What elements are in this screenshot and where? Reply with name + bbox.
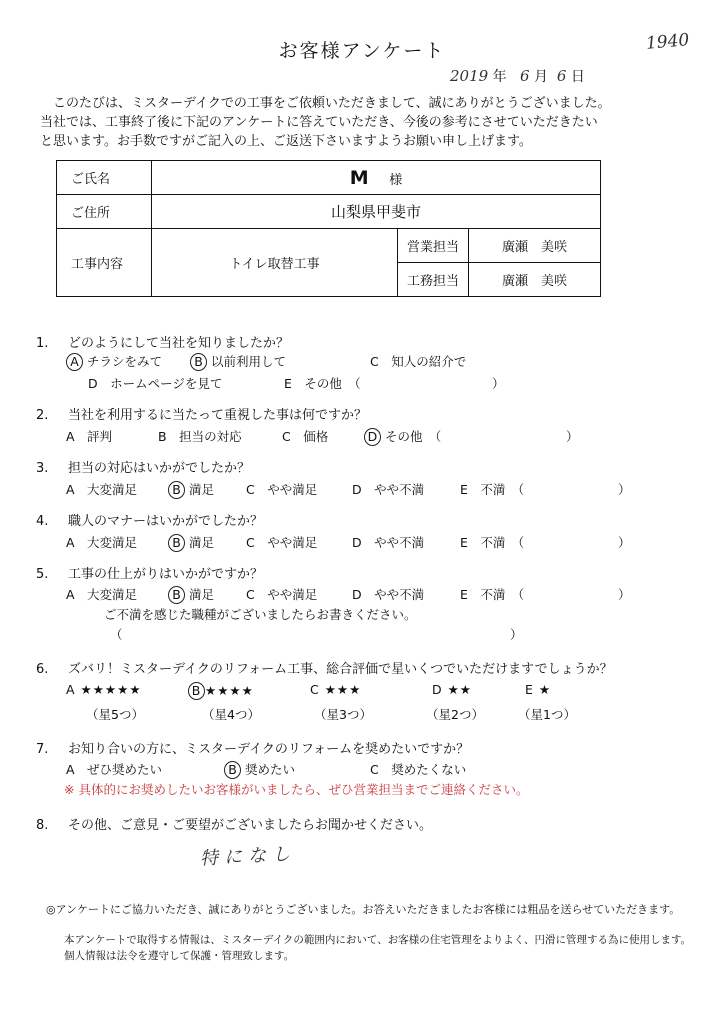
name-cell[interactable] <box>152 161 601 195</box>
question-number: 7. <box>36 742 49 757</box>
sales-value[interactable]: 廣瀬 美咲 <box>469 229 601 263</box>
q1-close-paren: ） <box>492 376 505 391</box>
name-label: ご氏名 <box>57 161 152 195</box>
q5-close-paren: ） <box>618 587 631 602</box>
circled-mark: B <box>168 534 185 552</box>
q5-open-paren: （ <box>110 627 123 642</box>
q3-option-b[interactable] <box>168 480 214 499</box>
question-5 <box>36 563 263 582</box>
option-label: 以前利用して <box>210 354 286 369</box>
q4-option-d[interactable]: D やや不満 <box>352 535 425 550</box>
q6-option-d[interactable]: D ★★ <box>432 682 473 697</box>
question-text: 当社を利用するに当たって重視した事は何ですか？ <box>68 408 368 423</box>
circled-mark: D <box>364 428 381 446</box>
q4-option-c[interactable]: C やや満足 <box>246 535 318 550</box>
question-number: 1. <box>36 336 49 351</box>
circled-mark: A <box>66 353 83 371</box>
customer-info-table <box>56 160 601 297</box>
works-label: 工務担当 <box>398 263 469 297</box>
q5-option-c[interactable]: C やや満足 <box>246 587 318 602</box>
option-label: 満足 <box>188 535 214 550</box>
q3-option-d[interactable]: D やや不満 <box>352 482 425 497</box>
question-number: 5. <box>36 567 49 582</box>
option-label: その他 （ <box>384 429 442 444</box>
name-value: M <box>349 166 369 189</box>
q3-option-a[interactable]: A 大変満足 <box>66 482 138 497</box>
date-year-label: 年 <box>492 69 507 85</box>
question-7 <box>36 738 469 757</box>
q6-sub-b: （星4つ） <box>202 707 260 722</box>
question-6 <box>36 658 613 677</box>
q2-close-paren: ） <box>566 429 579 444</box>
date-year: 2019 <box>450 67 489 85</box>
works-value[interactable]: 廣瀬 美咲 <box>469 263 601 297</box>
q1-option-e[interactable]: E その他 （ <box>284 376 361 391</box>
q2-option-a[interactable]: A 評判 <box>66 429 113 444</box>
question-number: 2. <box>36 408 49 423</box>
intro-line: このたびは、ミスターデイクでの工事をご依頼いただきまして、誠にありがとうございました。 <box>40 96 611 111</box>
q3-close-paren: ） <box>618 482 631 497</box>
date-line <box>450 66 585 86</box>
q3-option-e[interactable]: E 不満 （ <box>460 482 525 497</box>
q6-option-c[interactable]: C ★★★ <box>310 682 362 697</box>
work-value[interactable]: トイレ取替工事 <box>152 229 398 297</box>
question-number: 4. <box>36 514 49 529</box>
question-8 <box>36 814 432 833</box>
question-number: 6. <box>36 662 49 677</box>
q5-close-paren-2: ） <box>510 627 523 642</box>
work-label: 工事内容 <box>57 229 152 297</box>
q5-option-a[interactable]: A 大変満足 <box>66 587 138 602</box>
question-text: その他、ご意見・ご要望がございましたらお聞かせください。 <box>68 818 433 833</box>
q7-red-note: ※ 具体的にお奨めしたいお客様がいましたら、ぜひ営業担当までご連絡ください。 <box>64 782 529 797</box>
footer-thanks: ◎アンケートにご協力いただき、誠にありがとうございました。お答えいただきましたお客様には粗品を送らせていただきます。 <box>46 903 681 916</box>
question-text: お知り合いの方に、ミスターデイクのリフォームを奨めたいですか？ <box>68 742 470 757</box>
q6-sub-c: （星3つ） <box>314 707 372 722</box>
q1-option-b[interactable] <box>190 352 286 371</box>
q7-option-b[interactable] <box>224 760 295 779</box>
q5-option-d[interactable]: D やや不満 <box>352 587 425 602</box>
option-label: チラシをみて <box>86 354 162 369</box>
address-label: ご住所 <box>57 195 152 229</box>
date-month: 6 <box>520 67 530 85</box>
option-label: 満足 <box>188 482 214 497</box>
q6-option-e[interactable]: E ★ <box>525 682 552 697</box>
q6-option-b[interactable] <box>188 682 254 700</box>
q2-option-d[interactable] <box>364 427 441 446</box>
address-value: 山梨県甲斐市 <box>330 203 421 221</box>
intro-paragraph <box>40 94 700 151</box>
handwritten-corner-note: 1940 <box>645 30 691 54</box>
q5-option-e[interactable]: E 不満 （ <box>460 587 525 602</box>
name-suffix: 様 <box>389 172 403 188</box>
question-number: 3. <box>36 461 49 476</box>
footer-privacy-1: 本アンケートで取得する情報は、ミスターデイクの範囲内において、お客様の住宅管理をよりよく、円滑に管理する為に使用します。 <box>64 934 692 946</box>
date-day-label: 日 <box>570 69 585 85</box>
intro-line: と思います。お手数ですがご記入の上、ご返送下さいますようお願い申し上げます。 <box>40 134 532 149</box>
circled-mark: B <box>224 761 241 779</box>
q1-option-d[interactable]: D ホームページを見て <box>88 376 223 391</box>
circled-mark: B <box>188 682 205 700</box>
page-title: お客様アンケート <box>278 40 446 62</box>
question-text: ズバリ！ミスターデイクのリフォーム工事、総合評価で星いくつでいただけますでしょうか？ <box>68 662 613 677</box>
q6-sub-d: （星2つ） <box>426 707 484 722</box>
q4-option-e[interactable]: E 不満 （ <box>460 535 525 550</box>
question-text: 工事の仕上がりはいかがですか？ <box>68 567 264 582</box>
q5-sub-question: ご不満を感じた職種がございましたらお書きください。 <box>104 607 417 622</box>
circled-mark: B <box>190 353 207 371</box>
question-3 <box>36 457 250 476</box>
q1-option-a[interactable] <box>66 352 162 371</box>
circled-mark: B <box>168 481 185 499</box>
question-text: どのようにして当社を知りましたか？ <box>68 336 290 351</box>
q7-option-c[interactable]: C 奨めたくない <box>370 762 467 777</box>
q6-option-a[interactable]: A ★★★★★ <box>66 682 142 697</box>
intro-line: 当社では、工事終了後に下記のアンケートに答えていただき、今後の参考にさせていただきたい <box>40 115 598 130</box>
circled-mark: B <box>168 586 185 604</box>
q3-option-c[interactable]: C やや満足 <box>246 482 318 497</box>
date-month-label: 月 <box>534 69 548 85</box>
sales-label: 営業担当 <box>398 229 469 263</box>
address-cell[interactable] <box>152 195 601 229</box>
q2-option-c[interactable]: C 価格 <box>282 429 329 444</box>
q1-option-c[interactable]: C 知人の紹介で <box>370 354 467 369</box>
footer-privacy-2: 個人情報は法令を遵守して保護・管理致します。 <box>64 950 295 962</box>
q6-sub-a: （星5つ） <box>86 707 144 722</box>
q7-option-a[interactable]: A ぜひ奨めたい <box>66 762 163 777</box>
q6-sub-e: （星1つ） <box>518 707 576 722</box>
option-label: ★★★★ <box>205 683 254 698</box>
question-4 <box>36 510 263 529</box>
q5-option-b[interactable] <box>168 585 214 604</box>
q4-option-b[interactable] <box>168 533 214 552</box>
question-number: 8. <box>36 818 49 833</box>
q4-option-a[interactable]: A 大変満足 <box>66 535 138 550</box>
question-text: 職人のマナーはいかがでしたか？ <box>68 514 264 529</box>
option-label: 満足 <box>188 587 214 602</box>
q2-option-b[interactable]: B 担当の対応 <box>158 429 242 444</box>
q4-close-paren: ） <box>618 535 631 550</box>
question-1 <box>36 332 289 351</box>
q8-handwritten-answer[interactable]: 特になし <box>199 843 297 870</box>
question-text: 担当の対応はいかがでしたか？ <box>68 461 251 476</box>
date-day: 6 <box>556 67 567 85</box>
question-2 <box>36 404 367 423</box>
option-label: 奨めたい <box>244 762 295 777</box>
